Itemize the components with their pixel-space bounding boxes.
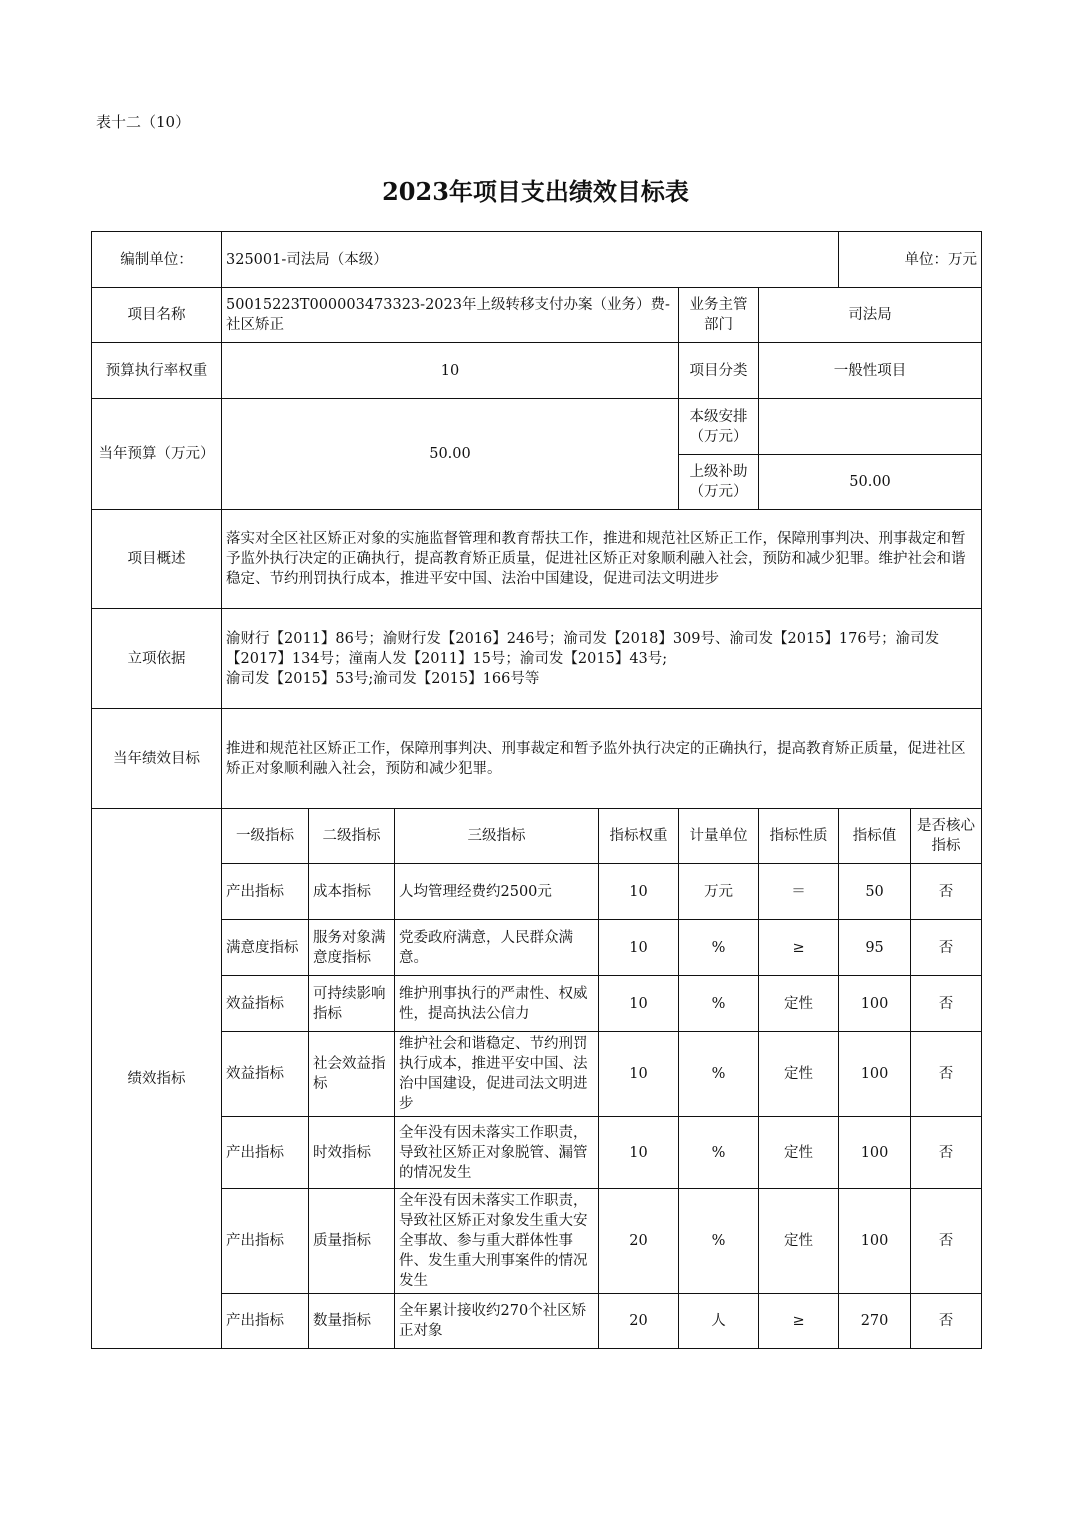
- unit-cell: 人: [679, 1294, 759, 1349]
- weight-cell: 10: [599, 1032, 679, 1117]
- subsidy-label: 上级补助（万元）: [679, 455, 759, 510]
- basis-line-1: 渝财行【2011】86号；渝财行发【2016】246号；渝司发【2018】309号、渝司发【2015】176号；渝司发【2017】134号；潼南人发【2011】15号；渝司发【2015】43号;: [226, 630, 940, 667]
- level3-cell: 全年累计接收约270个社区矫正对象: [395, 1294, 599, 1349]
- level2-cell: 社会效益指标: [309, 1032, 395, 1117]
- level2-cell: 成本指标: [309, 864, 395, 920]
- core-cell: 否: [911, 1294, 982, 1349]
- unit-cell: %: [679, 1189, 759, 1294]
- table-row: [92, 1032, 982, 1117]
- subsidy-value: 50.00: [759, 455, 982, 510]
- value-cell: 100: [839, 1117, 911, 1189]
- project-name-value: 50015223T000003473323-2023年上级转移支付办案（业务）费-社区矫正: [222, 288, 679, 343]
- nature-cell: 定性: [759, 1189, 839, 1294]
- category-label: 项目分类: [679, 343, 759, 399]
- header-core: 是否核心指标: [911, 809, 982, 864]
- level1-cell: 产出指标: [222, 1117, 309, 1189]
- page-title: 2023年项目支出绩效目标表: [382, 177, 689, 206]
- header-nature: 指标性质: [759, 809, 839, 864]
- unit-cell: 万元: [679, 864, 759, 920]
- level3-cell: 党委政府满意，人民群众满意。: [395, 920, 599, 976]
- level1-cell: 产出指标: [222, 864, 309, 920]
- level1-cell: 效益指标: [222, 1032, 309, 1117]
- unit-value: 325001-司法局（本级）: [222, 232, 839, 288]
- core-cell: 否: [911, 976, 982, 1032]
- nature-cell: 定性: [759, 1032, 839, 1117]
- currency-label: 单位：万元: [839, 232, 982, 288]
- core-cell: 否: [911, 1117, 982, 1189]
- header-level2: 二级指标: [309, 809, 395, 864]
- core-cell: 否: [911, 920, 982, 976]
- level1-cell: 效益指标: [222, 976, 309, 1032]
- unit-cell: %: [679, 1032, 759, 1117]
- level3-cell: 维护刑事执行的严肃性、权威性，提高执法公信力: [395, 976, 599, 1032]
- weight-cell: 10: [599, 864, 679, 920]
- overview-label: 项目概述: [92, 510, 222, 609]
- nature-cell: 定性: [759, 976, 839, 1032]
- goal-value: 推进和规范社区矫正工作，保障刑事判决、刑事裁定和暂予监外执行决定的正确执行，提高教育矫正质量，促进社区矫正对象顺利融入社会，预防和减少犯罪。: [222, 709, 982, 809]
- core-cell: 否: [911, 864, 982, 920]
- unit-cell: %: [679, 976, 759, 1032]
- unit-label: 编制单位：: [92, 232, 222, 288]
- category-value: 一般性项目: [759, 343, 982, 399]
- value-cell: 100: [839, 1189, 911, 1294]
- weight-cell: 10: [599, 976, 679, 1032]
- indicator-section-label: 绩效指标: [92, 809, 222, 1349]
- table-row: [92, 1117, 982, 1189]
- value-cell: 100: [839, 1032, 911, 1117]
- project-name-label: 项目名称: [92, 288, 222, 343]
- local-value: [759, 399, 982, 455]
- level3-cell: 人均管理经费约2500元: [395, 864, 599, 920]
- header-level3: 三级指标: [395, 809, 599, 864]
- level3-cell: 维护社会和谐稳定、节约刑罚执行成本，推进平安中国、法治中国建设，促进司法文明进步: [395, 1032, 599, 1117]
- level2-cell: 服务对象满意度指标: [309, 920, 395, 976]
- value-cell: 270: [839, 1294, 911, 1349]
- value-cell: 100: [839, 976, 911, 1032]
- nature-cell: ＝: [759, 864, 839, 920]
- weight-cell: 20: [599, 1294, 679, 1349]
- header-weight: 指标权重: [599, 809, 679, 864]
- level1-cell: 产出指标: [222, 1294, 309, 1349]
- weight-cell: 20: [599, 1189, 679, 1294]
- budget-weight-label: 预算执行率权重: [92, 343, 222, 399]
- table-row: [92, 976, 982, 1032]
- level1-cell: 产出指标: [222, 1189, 309, 1294]
- annual-budget-label: 当年预算（万元）: [92, 399, 222, 510]
- nature-cell: 定性: [759, 1117, 839, 1189]
- level1-cell: 满意度指标: [222, 920, 309, 976]
- weight-cell: 10: [599, 920, 679, 976]
- basis-cell: [222, 609, 982, 709]
- annual-budget-value: 50.00: [222, 399, 679, 510]
- table-number: 表十二（10）: [96, 113, 191, 131]
- level2-cell: 可持续影响指标: [309, 976, 395, 1032]
- value-cell: 50: [839, 864, 911, 920]
- header-value: 指标值: [839, 809, 911, 864]
- local-label: 本级安排（万元）: [679, 399, 759, 455]
- performance-table: [91, 231, 982, 1349]
- table-row: [92, 920, 982, 976]
- basis-label: 立项依据: [92, 609, 222, 709]
- level2-cell: 数量指标: [309, 1294, 395, 1349]
- dept-label: 业务主管部门: [679, 288, 759, 343]
- basis-line-2: 渝司发【2015】53号;渝司发【2015】166号等: [226, 670, 540, 687]
- budget-weight-value: 10: [222, 343, 679, 399]
- unit-cell: %: [679, 920, 759, 976]
- core-cell: 否: [911, 1032, 982, 1117]
- header-level1: 一级指标: [222, 809, 309, 864]
- nature-cell: ≥: [759, 1294, 839, 1349]
- table-row: [92, 1189, 982, 1294]
- level3-cell: 全年没有因未落实工作职责，导致社区矫正对象发生重大安全事故、参与重大群体性事件、发生重大刑事案件的情况发生: [395, 1189, 599, 1294]
- weight-cell: 10: [599, 1117, 679, 1189]
- level2-cell: 质量指标: [309, 1189, 395, 1294]
- level2-cell: 时效指标: [309, 1117, 395, 1189]
- header-unit: 计量单位: [679, 809, 759, 864]
- table-row: [92, 864, 982, 920]
- overview-value: 落实对全区社区矫正对象的实施监督管理和教育帮扶工作，推进和规范社区矫正工作，保障刑事判决、刑事裁定和暂予监外执行决定的正确执行，提高教育矫正质量，促进社区矫正对象顺利融入社会，预防和减少犯罪。维护社会和谐稳定、节约刑罚执行成本，推进平安中国、法治中国建设，促进司法文明进步: [222, 510, 982, 609]
- core-cell: 否: [911, 1189, 982, 1294]
- unit-cell: %: [679, 1117, 759, 1189]
- table-row: [92, 1294, 982, 1349]
- goal-label: 当年绩效目标: [92, 709, 222, 809]
- level3-cell: 全年没有因未落实工作职责，导致社区矫正对象脱管、漏管的情况发生: [395, 1117, 599, 1189]
- nature-cell: ≥: [759, 920, 839, 976]
- dept-value: 司法局: [759, 288, 982, 343]
- value-cell: 95: [839, 920, 911, 976]
